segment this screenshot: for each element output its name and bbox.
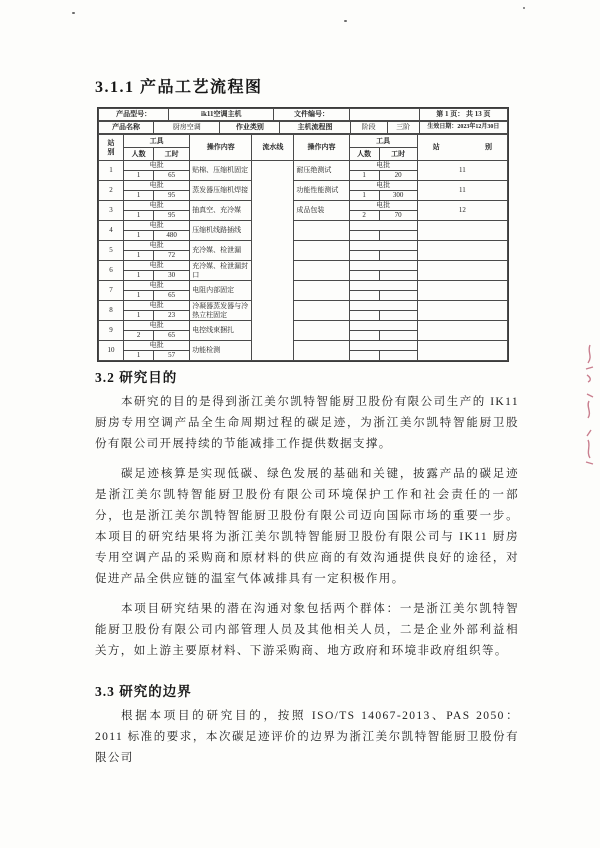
cell-tool-left: 电批 (124, 301, 190, 311)
cell-tool-left: 电批 (124, 321, 190, 331)
header-station-right-char2: 别 (485, 143, 492, 152)
paragraph: 根据本项目的研究目的，按照 ISO/TS 14067-2013、PAS 2050：2011 标准的要求，本次碳足迹评价的边界为浙江美尔凯特智能厨卫股份有限公司 (95, 710, 519, 764)
cell-hours-right (379, 351, 417, 361)
cell-station-left: 10 (99, 341, 124, 361)
cell-tool-right (349, 341, 417, 351)
table-main (98, 134, 508, 361)
page-info: 第 1 页： 共 13 页 (419, 109, 507, 121)
cell-hours-right: 70 (379, 211, 417, 221)
cell-people-left: 1 (124, 271, 154, 281)
table-info-row-1 (98, 108, 508, 121)
table-row (99, 301, 508, 311)
cell-operation-right: 成品包装 (294, 201, 349, 221)
cell-operation-left: 压缩机线路插线 (190, 221, 252, 241)
table-info-row-2 (98, 121, 508, 134)
paragraph: 碳足迹核算是实现低碳、绿色发展的基础和关键，披露产品的碳足迹是浙江美尔凯特智能厨卫股份有限公司环境保护工作和社会责任的一部分，也是浙江美尔凯特智能厨卫股份有限公司迈向国际市场的重要一步。本项目的研究结果将为浙江美尔凯特智能厨卫股份有限公司与 IK11 厨房专用空调产品的采购商和原材料的供应商的有效沟通提供良好的途径，对促进产品全供应链的温室气体减排具有一定积极作用。 (95, 468, 519, 585)
header-station-char2: 别 (107, 147, 115, 156)
table-row (99, 241, 508, 251)
header-station-left (99, 135, 124, 161)
header-people-right: 人数 (349, 148, 379, 161)
cell-flow-line (252, 161, 294, 361)
effective-date: 生效日期：2023年12月30日 (419, 122, 507, 134)
process-flow-table (97, 107, 509, 362)
doc-number-label: 文件编号： (274, 109, 349, 121)
cell-hours-left: 30 (154, 271, 190, 281)
cell-hours-right: 20 (379, 171, 417, 181)
doc-number-value (349, 109, 419, 121)
cell-people-right (349, 311, 379, 321)
cell-station-left: 6 (99, 261, 124, 281)
cell-operation-right (294, 321, 349, 341)
section-3-3-title: 3.3 研究的边界 (95, 684, 192, 699)
cell-people-left: 1 (124, 231, 154, 241)
cell-hours-right: 300 (379, 191, 417, 201)
cell-station-left: 5 (99, 241, 124, 261)
cell-station-left: 3 (99, 201, 124, 221)
table-row (99, 221, 508, 231)
cell-hours-right (379, 291, 417, 301)
cell-operation-left: 功能检测 (190, 341, 252, 361)
cell-hours-left: 23 (154, 311, 190, 321)
cell-operation-left: 冷凝器蒸发器与冷热立柱固定 (190, 301, 252, 321)
cell-people-right: 1 (349, 191, 379, 201)
cell-people-right (349, 231, 379, 241)
cell-tool-left: 电批 (124, 161, 190, 171)
header-flow-line: 流水线 (252, 135, 294, 161)
stage-label: 阶段 (350, 122, 387, 134)
cell-tool-left: 电批 (124, 221, 190, 231)
header-station-right (417, 135, 507, 161)
cell-people-left: 1 (124, 351, 154, 361)
cell-station-left: 1 (99, 161, 124, 181)
cell-tool-right (349, 241, 417, 251)
cell-people-left: 1 (124, 171, 154, 181)
cell-hours-right (379, 331, 417, 341)
cell-people-right (349, 251, 379, 261)
cell-operation-right: 耐压绝测试 (294, 161, 349, 181)
cell-people-right (349, 291, 379, 301)
cell-tool-right: 电批 (349, 181, 417, 191)
cell-operation-left: 充冷媒、检泄漏 (190, 241, 252, 261)
cell-people-left: 1 (124, 211, 154, 221)
section-3-1-1-title: 3.1.1 产品工艺流程图 (95, 79, 263, 96)
cell-station-right: 11 (417, 181, 507, 201)
table-row (99, 181, 508, 191)
cell-tool-right (349, 221, 417, 231)
cell-people-right (349, 351, 379, 361)
cell-people-right: 1 (349, 171, 379, 181)
cell-station-right (417, 301, 507, 321)
job-category-value: 主机流程图 (280, 122, 350, 134)
cell-station-left: 4 (99, 221, 124, 241)
cell-tool-left: 电批 (124, 341, 190, 351)
red-stamp-fragment-icon (582, 392, 596, 425)
cell-operation-left: 蒸发器压缩机焊接 (190, 181, 252, 201)
product-name-value: 厨房空调 (154, 122, 220, 134)
cell-people-right (349, 331, 379, 341)
job-category-label: 作业类别 (220, 122, 280, 134)
cell-operation-right (294, 281, 349, 301)
header-hours-right: 工时 (379, 148, 417, 161)
header-station-char1: 站 (107, 139, 115, 148)
cell-operation-right (294, 261, 349, 281)
cell-operation-right (294, 301, 349, 321)
cell-people-left: 1 (124, 251, 154, 261)
section-3-2 (95, 366, 519, 671)
cell-people-left: 1 (124, 191, 154, 201)
cell-operation-left: 电控线束捆扎 (190, 321, 252, 341)
section-3-3 (95, 680, 519, 778)
cell-people-left: 2 (124, 331, 154, 341)
table-row (99, 341, 508, 351)
cell-operation-right (294, 221, 349, 241)
cell-tool-left: 电批 (124, 281, 190, 291)
cell-people-right (349, 271, 379, 281)
cell-hours-left: 480 (154, 231, 190, 241)
cell-station-right (417, 241, 507, 261)
cell-station-right (417, 261, 507, 281)
cell-tool-right (349, 321, 417, 331)
cell-tool-right: 电批 (349, 201, 417, 211)
cell-hours-left: 57 (154, 351, 190, 361)
cell-tool-right (349, 261, 417, 271)
cell-tool-left: 电批 (124, 241, 190, 251)
cell-operation-right (294, 241, 349, 261)
cell-operation-left: 电阻内部固定 (190, 281, 252, 301)
paragraph: 本研究的目的是得到浙江美尔凯特智能厨卫股份有限公司生产的 IK11 厨房专用空调产品全生命周期过程的碳足迹，为浙江美尔凯特智能厨卫股份有限公司开展持续的节能减排工作提供数据支撑。 (95, 396, 519, 450)
cell-station-right (417, 281, 507, 301)
cell-tool-left: 电批 (124, 201, 190, 211)
cell-operation-left: 抽真空、充冷媒 (190, 201, 252, 221)
section-3-2-title: 3.2 研究目的 (95, 370, 178, 385)
cell-hours-left: 95 (154, 211, 190, 221)
cell-tool-right (349, 301, 417, 311)
cell-station-right (417, 341, 507, 361)
cell-operation-left: 贴棉、压缩机固定 (190, 161, 252, 181)
cell-tool-right (349, 281, 417, 291)
scan-speck (72, 12, 75, 14)
table-row (99, 281, 508, 291)
cell-hours-left: 72 (154, 251, 190, 261)
cell-station-right (417, 221, 507, 241)
cell-people-right: 2 (349, 211, 379, 221)
cell-hours-right (379, 311, 417, 321)
cell-hours-right (379, 231, 417, 241)
cell-hours-right (379, 251, 417, 261)
header-operation-right: 操作内容 (294, 135, 349, 161)
scan-speck (523, 7, 525, 9)
header-tool-right: 工具 (349, 135, 417, 148)
cell-operation-right: 功能性能测试 (294, 181, 349, 201)
cell-tool-left: 电批 (124, 181, 190, 191)
cell-station-right: 11 (417, 161, 507, 181)
cell-station-left: 7 (99, 281, 124, 301)
cell-hours-right (379, 271, 417, 281)
cell-tool-right: 电批 (349, 161, 417, 171)
header-tool-left: 工具 (124, 135, 190, 148)
table-row (99, 321, 508, 331)
header-station-right-char1: 站 (432, 143, 440, 152)
cell-station-left: 9 (99, 321, 124, 341)
table-row (99, 161, 508, 171)
cell-tool-left: 电批 (124, 261, 190, 271)
cell-hours-left: 65 (154, 291, 190, 301)
header-people-left: 人数 (124, 148, 154, 161)
red-stamp-fragment-icon (582, 343, 596, 388)
scan-speck (344, 20, 347, 22)
cell-people-left: 1 (124, 311, 154, 321)
header-operation-left: 操作内容 (190, 135, 252, 161)
paragraph: 本项目研究结果的潜在沟通对象包括两个群体：一是浙江美尔凯特智能厨卫股份有限公司内部管理人员及其他相关人员，二是企业外部利益相关方，如上游主要原材料、下游采购商、地方政府和环境非政府组织等。 (95, 603, 519, 657)
cell-people-left: 1 (124, 291, 154, 301)
cell-station-left: 8 (99, 301, 124, 321)
product-model-value: ik11空调主机 (169, 109, 274, 121)
cell-hours-left: 95 (154, 191, 190, 201)
product-name-label: 产品名称 (99, 122, 154, 134)
table-row (99, 201, 508, 211)
cell-hours-left: 65 (154, 171, 190, 181)
red-stamp-fragment-icon (582, 428, 596, 471)
table-row (99, 261, 508, 271)
stage-value: 三阶 (387, 122, 419, 134)
cell-station-right: 12 (417, 201, 507, 221)
cell-operation-right (294, 341, 349, 361)
cell-station-left: 2 (99, 181, 124, 201)
cell-station-right (417, 321, 507, 341)
product-model-label: 产品型号： (99, 109, 169, 121)
header-hours-left: 工时 (154, 148, 190, 161)
cell-hours-left: 65 (154, 331, 190, 341)
cell-operation-left: 充冷媒、检泄漏封口 (190, 261, 252, 281)
